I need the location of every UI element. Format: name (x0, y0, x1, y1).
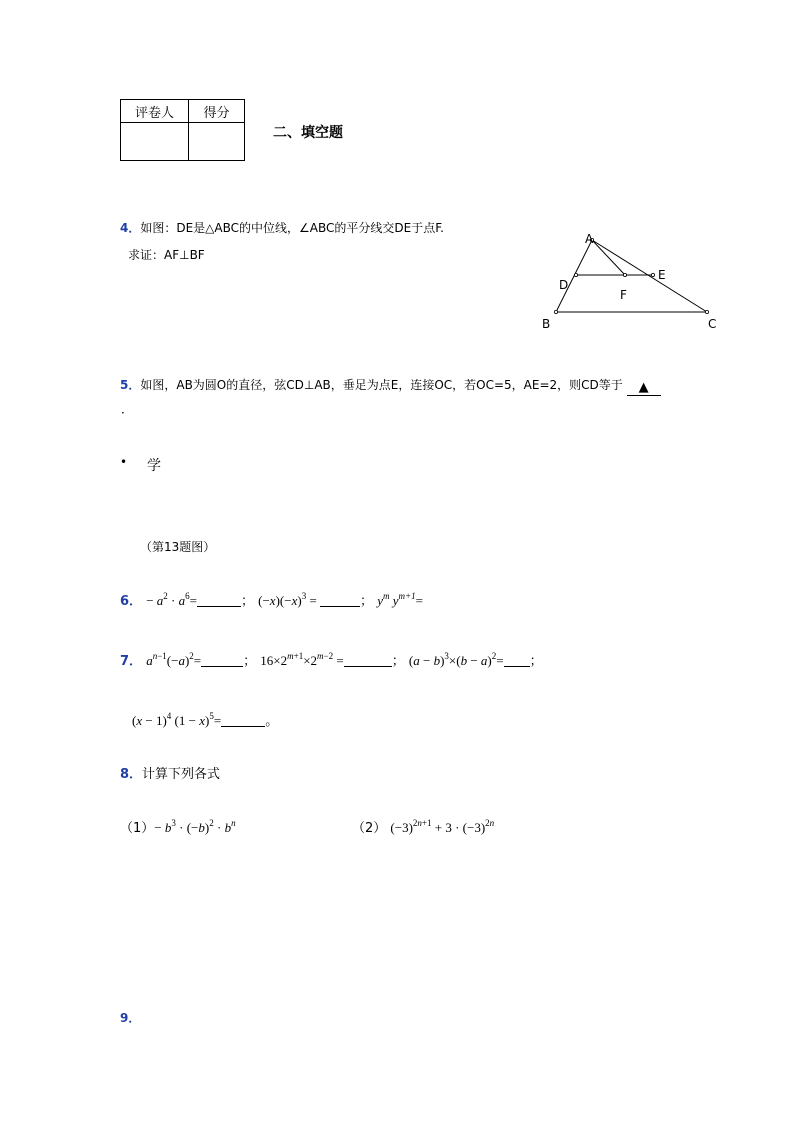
q5-answer-blank (627, 380, 661, 396)
question-8 (120, 763, 220, 782)
q7-expr-3: $(a - b)^3\times(b - a)^2=$ (408, 651, 504, 668)
question-7-line-2: $(x - 1)^4$ $(1 - x)^5=$ 。 (132, 711, 279, 728)
label-e: E (658, 268, 666, 282)
q6-expr-1: − $a^2 \cdot a^6=$ (146, 591, 197, 608)
label-a: A (585, 232, 594, 246)
q6-blank-1 (197, 592, 241, 607)
section-title: 二、填空题 (273, 125, 343, 141)
q7-blank-1 (201, 652, 243, 667)
q6-expr-2: $(-x)(-x)^3$ = (258, 591, 321, 608)
question-5 (120, 376, 661, 396)
xue-text: 学 (147, 458, 161, 474)
q9-number: 9． (120, 1011, 141, 1025)
q5-text: 如图，AB为圆O的直径，弦CD⊥AB，垂足为点E，连接OC，若OC=5，AE=2，则CD等于 (140, 378, 623, 392)
score-header: 得分 (189, 100, 245, 123)
question-4 (120, 219, 444, 236)
q7-blank-4 (221, 712, 265, 727)
label-b: B (542, 317, 551, 331)
grader-cell (121, 123, 189, 161)
q8-part-2-label: （2） (352, 821, 387, 836)
q7-number: 7． (120, 654, 143, 669)
q4-number: 4． (120, 221, 141, 235)
q6-expr-3: $y^m$ $y^{m+1}=$ (377, 591, 423, 608)
q6-blank-2 (320, 592, 360, 607)
score-table (120, 99, 245, 161)
q7-blank-3 (504, 652, 530, 667)
question-9 (120, 1009, 140, 1026)
q8-expr-2: $(-3)^{2n+1} + 3 \cdot (-3)^{2n}$ (390, 818, 495, 835)
grader-header: 评卷人 (121, 100, 189, 123)
q8-part-1-label: （1） (120, 821, 155, 836)
q7-expr-2: $16\times 2^{m+1}\times 2^{m-2}$ = (260, 651, 344, 668)
q7-expr-4: $(x - 1)^4$ $(1 - x)^5=$ (132, 711, 222, 728)
q4-prove: 求证：AF⊥BF (128, 248, 205, 262)
side-ac (592, 240, 707, 312)
triangle-figure (530, 228, 730, 338)
q5-answer-mark: ▲ (638, 380, 649, 395)
question-7: 7． $a^{n-1}(-a)^2=$ ； $16\times 2^{m+1}\times 2^{m-2}$ = ； $(a - b)^3\times(b - a)^2=$ ； (120, 651, 543, 669)
q7-blank-2 (344, 652, 392, 667)
q8-expr-1: − $b^3 \cdot (-b)^2 \cdot b^n$ (154, 818, 236, 835)
figure-caption: （第13题图） (140, 540, 216, 554)
score-cell (189, 123, 245, 161)
q8-part-2 (352, 817, 494, 836)
q5-number: 5． (120, 378, 141, 392)
q8-part-1 (120, 817, 236, 836)
q8-text: 计算下列各式 (142, 767, 221, 782)
question-6: 6． − $a^2 \cdot a^6=$ ； $(-x)(-x)^3$ = ； $y^m$ $y^{m+1}=$ (120, 591, 423, 609)
q7-expr-1: $a^{n-1}(-a)^2=$ (146, 651, 202, 668)
side-ab (556, 240, 592, 312)
q4-text: 如图：DE是△ABC的中位线，∠ABC的平分线交DE于点F. (140, 221, 444, 235)
bullet: • (120, 455, 128, 469)
label-c: C (708, 317, 717, 331)
q8-number: 8． (120, 767, 143, 782)
q6-number: 6． (120, 594, 143, 609)
q5-tail: ． (121, 402, 134, 416)
label-f: F (620, 288, 627, 302)
label-d: D (559, 278, 569, 292)
